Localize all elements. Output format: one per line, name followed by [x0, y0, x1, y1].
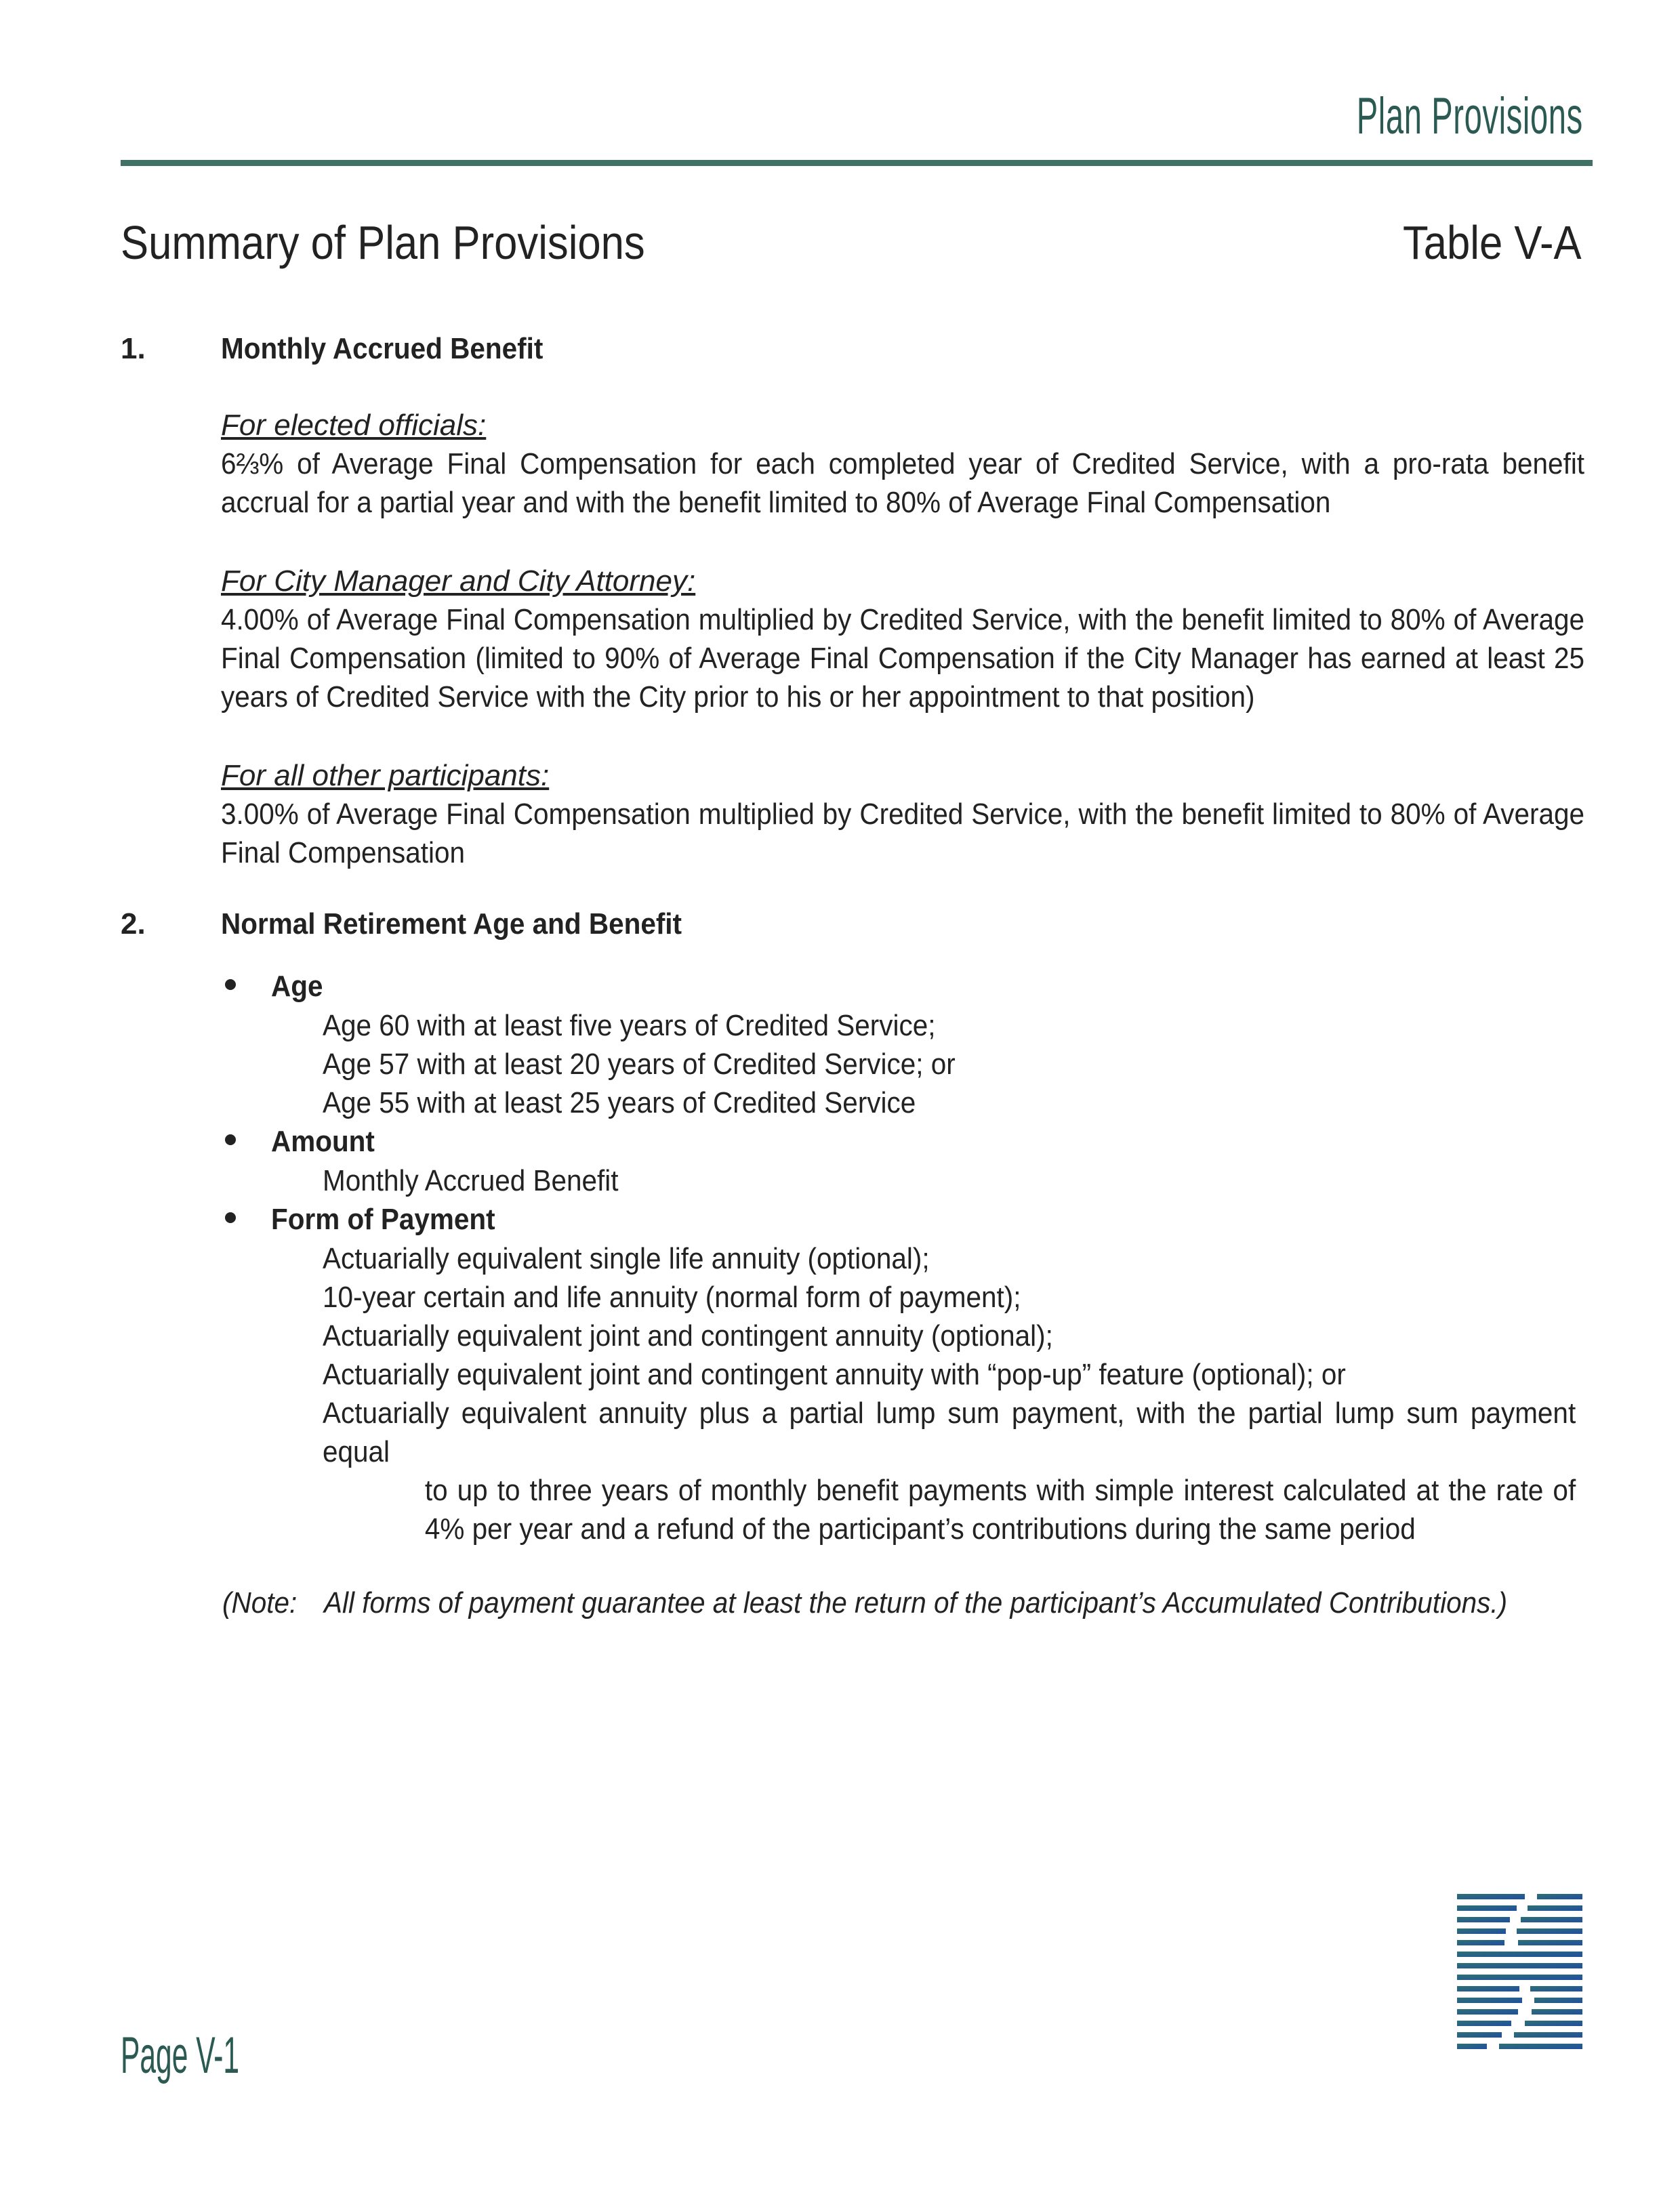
section-number: 1.	[121, 332, 146, 365]
bullet-dot-icon	[225, 979, 236, 990]
section-1	[121, 332, 1584, 872]
note	[222, 1584, 1508, 1622]
note-text: All forms of payment guarantee at least the return of the participant’s Accumulated Contributions.)	[324, 1586, 1508, 1619]
paragraph-elected-officials	[221, 407, 1584, 522]
list-item: Actuarially equivalent joint and contingent annuity with “pop-up” feature (optional); or	[323, 1358, 1346, 1391]
paragraph-label: For elected officials:	[221, 409, 487, 442]
list-item: Actuarially equivalent single life annuity (optional);	[323, 1242, 930, 1275]
note-label: (Note:	[222, 1586, 298, 1619]
paragraph-city-manager	[221, 562, 1584, 716]
document-body	[121, 332, 1584, 1622]
bullet-lines	[323, 1161, 1584, 1200]
list-item: Actuarially equivalent joint and contingent annuity (optional);	[323, 1319, 1053, 1353]
table-identifier: Table V-A	[1403, 216, 1582, 269]
bullet-lines	[323, 1006, 1584, 1122]
list-item: Monthly Accrued Benefit	[323, 1164, 619, 1197]
bullet-amount	[221, 1122, 1584, 1200]
paragraph-text: 3.00% of Average Final Compensation multiplied by Credited Service, with the benefit limited to 80% of Average Final Compensation	[221, 798, 1585, 869]
header-rule	[121, 160, 1593, 166]
bullet-form-of-payment	[221, 1200, 1584, 1548]
list-item-hanging	[323, 1394, 1576, 1548]
bullet-age	[221, 967, 1584, 1122]
company-logo-icon	[1457, 1894, 1582, 2057]
bullet-title: Amount	[271, 1125, 375, 1158]
section-2	[121, 907, 1584, 1622]
bullet-dot-icon	[225, 1212, 236, 1223]
section-title: Monthly Accrued Benefit	[221, 332, 544, 365]
header-section-name: Plan Provisions	[1356, 87, 1583, 145]
page-number: Page V-1	[121, 2027, 240, 2084]
bullet-list	[221, 967, 1584, 1548]
paragraph-label: For City Manager and City Attorney:	[221, 564, 696, 598]
list-item: 10-year certain and life annuity (normal form of payment);	[323, 1281, 1021, 1314]
paragraph-text: 6⅔% of Average Final Compensation for each completed year of Credited Service, with a pro-rata benefit accrual for a partial year and with the benefit limited to 80% of Average Final Compensation	[221, 447, 1585, 519]
section-title: Normal Retirement Age and Benefit	[221, 907, 682, 941]
paragraph-text: 4.00% of Average Final Compensation multiplied by Credited Service, with the benefit limited to 80% of Average Final Compensation (limited to 90% of Average Final Compensation if the City Manager has earned at least 25 years of Credited Service with the City prior to his or her appointment to that position)	[221, 603, 1585, 714]
hanging-rest: to up to three years of monthly benefit payments with simple interest calculated at the rate of 4% per year and a refund of the participant’s contributions during the same period	[424, 1474, 1576, 1546]
list-item: Age 57 with at least 20 years of Credited Service; or	[323, 1048, 956, 1081]
section-number: 2.	[121, 907, 146, 941]
hanging-first-line: Actuarially equivalent annuity plus a partial lump sum payment, with the partial lump sum payment equal	[323, 1397, 1576, 1468]
list-item: Age 60 with at least five years of Credited Service;	[323, 1009, 936, 1042]
bullet-lines	[323, 1239, 1584, 1548]
document-title: Summary of Plan Provisions	[121, 216, 645, 269]
list-item: Age 55 with at least 25 years of Credited Service	[323, 1086, 916, 1119]
paragraph-other-participants	[221, 757, 1584, 872]
bullet-title: Form of Payment	[271, 1203, 495, 1236]
bullet-dot-icon	[225, 1134, 236, 1145]
bullet-title: Age	[271, 970, 323, 1003]
paragraph-label: For all other participants:	[221, 759, 550, 792]
